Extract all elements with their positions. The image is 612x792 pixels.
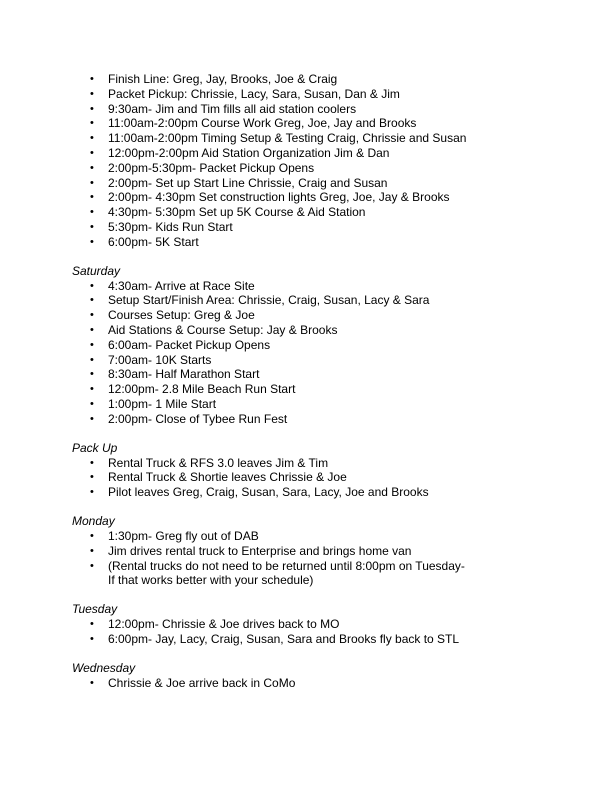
list-item-text: Pilot leaves Greg, Craig, Susan, Sara, Lacy, Joe and Brooks	[108, 485, 429, 500]
list-item-text: 6:00pm- Jay, Lacy, Craig, Susan, Sara and Brooks fly back to STL	[108, 631, 460, 646]
list-item	[72, 353, 552, 368]
list-item-text: 6:00am- Packet Pickup Opens	[108, 337, 271, 352]
list-item	[72, 176, 552, 191]
list-item-text: Setup Start/Finish Area: Chrissie, Craig, Susan, Lacy & Sara	[108, 293, 430, 308]
section-heading: Saturday	[72, 263, 121, 278]
list-item-text: Chrissie & Joe arrive back in CoMo	[108, 675, 296, 690]
bullet-icon: •	[90, 102, 94, 115]
bullet-icon: •	[90, 294, 94, 307]
bullet-icon: •	[90, 676, 94, 689]
bullet-icon: •	[90, 279, 94, 292]
schedule-section	[72, 72, 552, 250]
bullet-icon: •	[90, 235, 94, 248]
schedule-section	[72, 602, 552, 647]
bullet-icon: •	[90, 220, 94, 233]
bullet-icon: •	[90, 486, 94, 499]
list-item	[72, 632, 552, 647]
list-item-text: 11:00am-2:00pm Timing Setup & Testing Craig, Chrissie and Susan	[108, 131, 467, 146]
list-item-text: Packet Pickup: Chrissie, Lacy, Sara, Susan, Dan & Jim	[108, 86, 400, 101]
bullet-icon: •	[90, 353, 94, 366]
bullet-icon: •	[90, 471, 94, 484]
list-item	[72, 131, 552, 146]
list-item	[72, 87, 552, 102]
list-item	[72, 456, 552, 471]
list-item-text: 2:00pm- 4:30pm Set construction lights Greg, Joe, Jay & Brooks	[108, 190, 450, 205]
list-item-text: 1:30pm- Greg fly out of DAB	[108, 528, 259, 543]
list-item	[72, 470, 552, 485]
bullet-icon: •	[90, 146, 94, 159]
bullet-icon: •	[90, 368, 94, 381]
list-item-text: 12:00pm-2:00pm Aid Station Organization Jim & Dan	[108, 145, 390, 160]
list-item-text: 8:30am- Half Marathon Start	[108, 367, 260, 382]
list-item	[72, 116, 552, 131]
bullet-list	[72, 617, 552, 647]
list-item	[72, 617, 552, 632]
bullet-list	[72, 676, 552, 691]
list-item-text: 1:00pm- 1 Mile Start	[108, 396, 217, 411]
bullet-icon: •	[90, 87, 94, 100]
list-item	[72, 235, 552, 250]
list-item-text: Aid Stations & Course Setup: Jay & Brooks	[108, 322, 338, 337]
bullet-icon: •	[90, 397, 94, 410]
list-item	[72, 146, 552, 161]
list-item	[72, 529, 552, 544]
list-item	[72, 220, 552, 235]
list-item-text: 2:00pm- Close of Tybee Run Fest	[108, 411, 288, 426]
schedule-content	[72, 72, 552, 705]
list-item-text: Rental Truck & Shortie leaves Chrissie & Joe	[108, 470, 347, 485]
bullet-list	[72, 72, 552, 250]
list-item-text: 2:00pm-5:30pm- Packet Pickup Opens	[108, 160, 315, 175]
list-item	[72, 559, 552, 589]
bullet-icon: •	[90, 206, 94, 219]
list-item	[72, 544, 552, 559]
list-item	[72, 102, 552, 117]
list-item-text: Jim drives rental truck to Enterprise and brings home van	[108, 543, 412, 558]
bullet-icon: •	[90, 309, 94, 322]
section-heading: Monday	[72, 513, 115, 528]
schedule-section	[72, 514, 552, 588]
bullet-icon: •	[90, 191, 94, 204]
list-item	[72, 412, 552, 427]
list-item	[72, 293, 552, 308]
bullet-icon: •	[90, 632, 94, 645]
list-item	[72, 676, 552, 691]
schedule-section	[72, 661, 552, 691]
bullet-icon: •	[90, 559, 94, 572]
bullet-icon: •	[90, 73, 94, 85]
list-item-text: 12:00pm- 2.8 Mile Beach Run Start	[108, 382, 296, 397]
list-item	[72, 323, 552, 338]
bullet-icon: •	[90, 132, 94, 145]
bullet-icon: •	[90, 456, 94, 469]
list-item-text: 9:30am- Jim and Tim fills all aid station coolers	[108, 101, 357, 116]
list-item	[72, 190, 552, 205]
list-item	[72, 161, 552, 176]
list-item-text: 4:30pm- 5:30pm Set up 5K Course & Aid Station	[108, 205, 366, 220]
bullet-icon: •	[90, 618, 94, 631]
list-item-text: Courses Setup: Greg & Joe	[108, 308, 255, 323]
bullet-icon: •	[90, 529, 94, 542]
list-item	[72, 338, 552, 353]
list-item-text: 11:00am-2:00pm Course Work Greg, Joe, Jay and Brooks	[108, 116, 417, 131]
list-item	[72, 72, 552, 87]
section-heading: Wednesday	[72, 660, 136, 675]
list-item	[72, 308, 552, 323]
bullet-icon: •	[90, 117, 94, 130]
bullet-icon: •	[90, 161, 94, 174]
bullet-icon: •	[90, 323, 94, 336]
bullet-list	[72, 456, 552, 500]
bullet-icon: •	[90, 383, 94, 396]
list-item-text: 2:00pm- Set up Start Line Chrissie, Craig and Susan	[108, 175, 388, 190]
list-item	[72, 397, 552, 412]
list-item	[72, 485, 552, 500]
list-item	[72, 205, 552, 220]
list-item	[72, 279, 552, 294]
list-item-text: Finish Line: Greg, Jay, Brooks, Joe & Craig	[108, 72, 338, 86]
schedule-section	[72, 441, 552, 500]
list-item	[72, 382, 552, 397]
list-item-text: 4:30am- Arrive at Race Site	[108, 278, 255, 293]
list-item-text: 5:30pm- Kids Run Start	[108, 219, 233, 234]
list-item	[72, 367, 552, 382]
bullet-list	[72, 279, 552, 427]
list-item-text: 7:00am- 10K Starts	[108, 352, 212, 367]
bullet-icon: •	[90, 338, 94, 351]
section-heading: Tuesday	[72, 602, 118, 617]
schedule-section	[72, 264, 552, 427]
section-heading: Pack Up	[72, 440, 118, 455]
bullet-icon: •	[90, 412, 94, 425]
list-item-text: 6:00pm- 5K Start	[108, 234, 199, 249]
list-item-text: (Rental trucks do not need to be returned until 8:00pm on Tuesday- If that works better with your schedule)	[108, 558, 465, 588]
list-item-text: 12:00pm- Chrissie & Joe drives back to MO	[108, 617, 340, 632]
list-item-text: Rental Truck & RFS 3.0 leaves Jim & Tim	[108, 455, 329, 470]
bullet-icon: •	[90, 176, 94, 189]
bullet-icon: •	[90, 544, 94, 557]
bullet-list	[72, 529, 552, 588]
